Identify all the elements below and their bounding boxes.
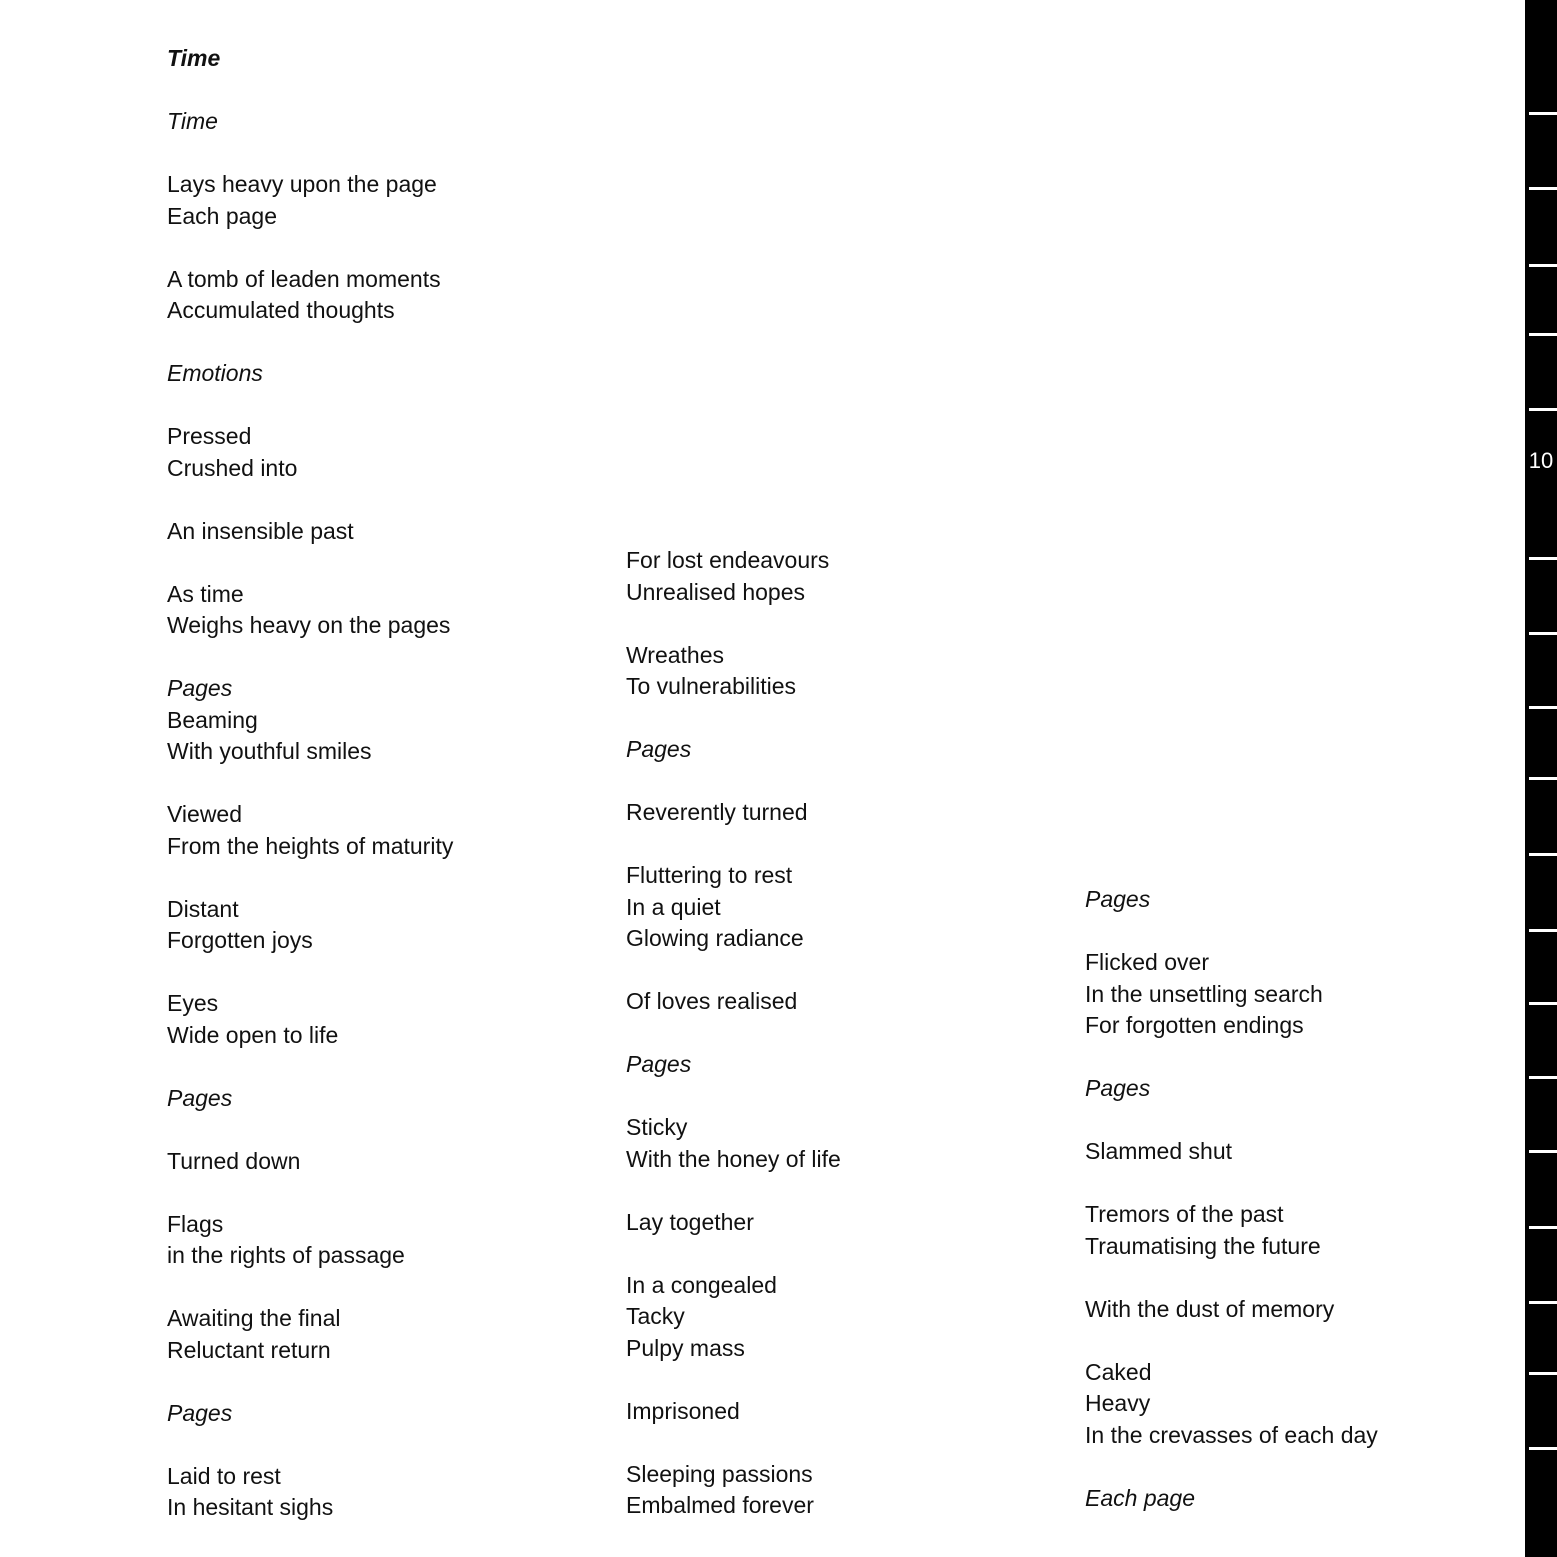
poem-line: To vulnerabilities [626, 673, 797, 699]
poem-line: With the dust of memory [1085, 1295, 1335, 1322]
poem-line: Awaiting the final [167, 1305, 341, 1331]
poem-line: Of loves realised [626, 988, 798, 1014]
poem-line: Traumatising the future [1085, 1232, 1321, 1259]
poem-line: Reverently turned [626, 799, 808, 825]
poem-line: Wreathes [626, 641, 725, 668]
poem-line: For lost endeavours [626, 547, 830, 573]
poem-line: Sticky [626, 1114, 688, 1140]
poem-line: Slammed shut [1085, 1138, 1233, 1164]
poem-column-3 [1085, 884, 1515, 1514]
poem-refrain-line: Pages [167, 675, 233, 701]
poem-line: Flicked over [1085, 949, 1209, 975]
poem-line: In hesitant sighs [167, 1494, 334, 1520]
poem-line: As time [167, 580, 244, 607]
poem-line: Heavy [1085, 1390, 1151, 1416]
edge-tick-mark [1529, 1372, 1557, 1375]
edge-tick-mark [1529, 853, 1557, 856]
edge-tick-mark [1529, 632, 1557, 635]
poem-column-1 [167, 43, 597, 1524]
edge-tick-mark [1529, 706, 1557, 709]
poem-line: With youthful smiles [167, 738, 372, 764]
poem-refrain-line: Pages [167, 1084, 233, 1111]
poem-line: Weighs heavy on the pages [167, 612, 451, 638]
poem-line: Distant [167, 895, 239, 922]
poem-line: Sleeping passions [626, 1460, 813, 1487]
poem-line: For forgotten endings [1085, 1012, 1304, 1038]
poem-line: Laid to rest [167, 1462, 281, 1489]
poem-line: Forgotten joys [167, 927, 313, 953]
poem-line: Flags [167, 1210, 224, 1237]
poem-line: In the unsettling search [1085, 980, 1323, 1007]
poem-refrain-line: Pages [1085, 1075, 1151, 1101]
poem-line: Accumulated thoughts [167, 297, 395, 323]
edge-tick-mark [1529, 1002, 1557, 1005]
edge-tick-mark [1529, 187, 1557, 190]
poem-line: Eyes [167, 990, 219, 1016]
poem-line: With the honey of life [626, 1145, 841, 1172]
poem-line: In the crevasses of each day [1085, 1421, 1378, 1448]
page-edge-strip [1525, 0, 1557, 1557]
edge-tick-mark [1529, 264, 1557, 267]
edge-tick-mark [1529, 333, 1557, 336]
poem-line: Viewed [167, 801, 243, 827]
poem-line: Glowing radiance [626, 925, 804, 951]
poem-line: A tomb of leaden moments [167, 265, 441, 292]
poem-refrain-line: Pages [626, 1051, 692, 1077]
poem-line: An insensible past [167, 517, 354, 544]
poem-line: Each page [167, 202, 277, 229]
edge-tick-mark [1529, 1076, 1557, 1079]
page-number: 10 [1525, 447, 1557, 475]
poem-refrain-line: Pages [167, 1399, 233, 1426]
edge-tick-mark [1529, 777, 1557, 780]
poem-line: Unrealised hopes [626, 578, 806, 605]
poem-refrain-line: Each page [1085, 1484, 1195, 1511]
poem-line: Beaming [167, 706, 258, 733]
poem-line: Wide open to life [167, 1021, 339, 1048]
edge-tick-mark [1529, 1150, 1557, 1153]
poem-line: Pulpy mass [626, 1334, 745, 1361]
poem-line: Reluctant return [167, 1336, 331, 1363]
poem-line: Fluttering to rest [626, 862, 793, 888]
poem-line: In a congealed [626, 1271, 777, 1298]
poem-line: Tacky [626, 1303, 685, 1329]
poem-line: Turned down [167, 1147, 301, 1174]
poem-line: Tremors of the past [1085, 1201, 1284, 1227]
poem-line: Lay together [626, 1208, 754, 1235]
poem-line: In a quiet [626, 893, 721, 920]
poem-line: From the heights of maturity [167, 832, 454, 859]
poem-line: Lays heavy upon the page [167, 171, 437, 197]
edge-tick-mark [1529, 1226, 1557, 1229]
edge-tick-mark [1529, 1301, 1557, 1304]
poem-line: Embalmed forever [626, 1492, 814, 1518]
poem-line: Crushed into [167, 454, 298, 481]
poem-line: in the rights of passage [167, 1242, 405, 1268]
poem-refrain-line: Pages [1085, 886, 1151, 912]
poem-line: Imprisoned [626, 1397, 740, 1424]
poem-line: Caked [1085, 1358, 1152, 1385]
poem-refrain-line: Pages [626, 736, 692, 762]
poem-refrain-line: Time [167, 108, 218, 134]
edge-tick-mark [1529, 112, 1557, 115]
poem-column-2 [626, 545, 1056, 1522]
edge-tick-mark [1529, 929, 1557, 932]
poem-line: Pressed [167, 423, 252, 449]
poem-title: Time [167, 45, 221, 71]
edge-tick-mark [1529, 557, 1557, 560]
edge-tick-mark [1529, 1447, 1557, 1450]
poem-refrain-line: Emotions [167, 360, 263, 386]
edge-tick-mark [1529, 408, 1557, 411]
